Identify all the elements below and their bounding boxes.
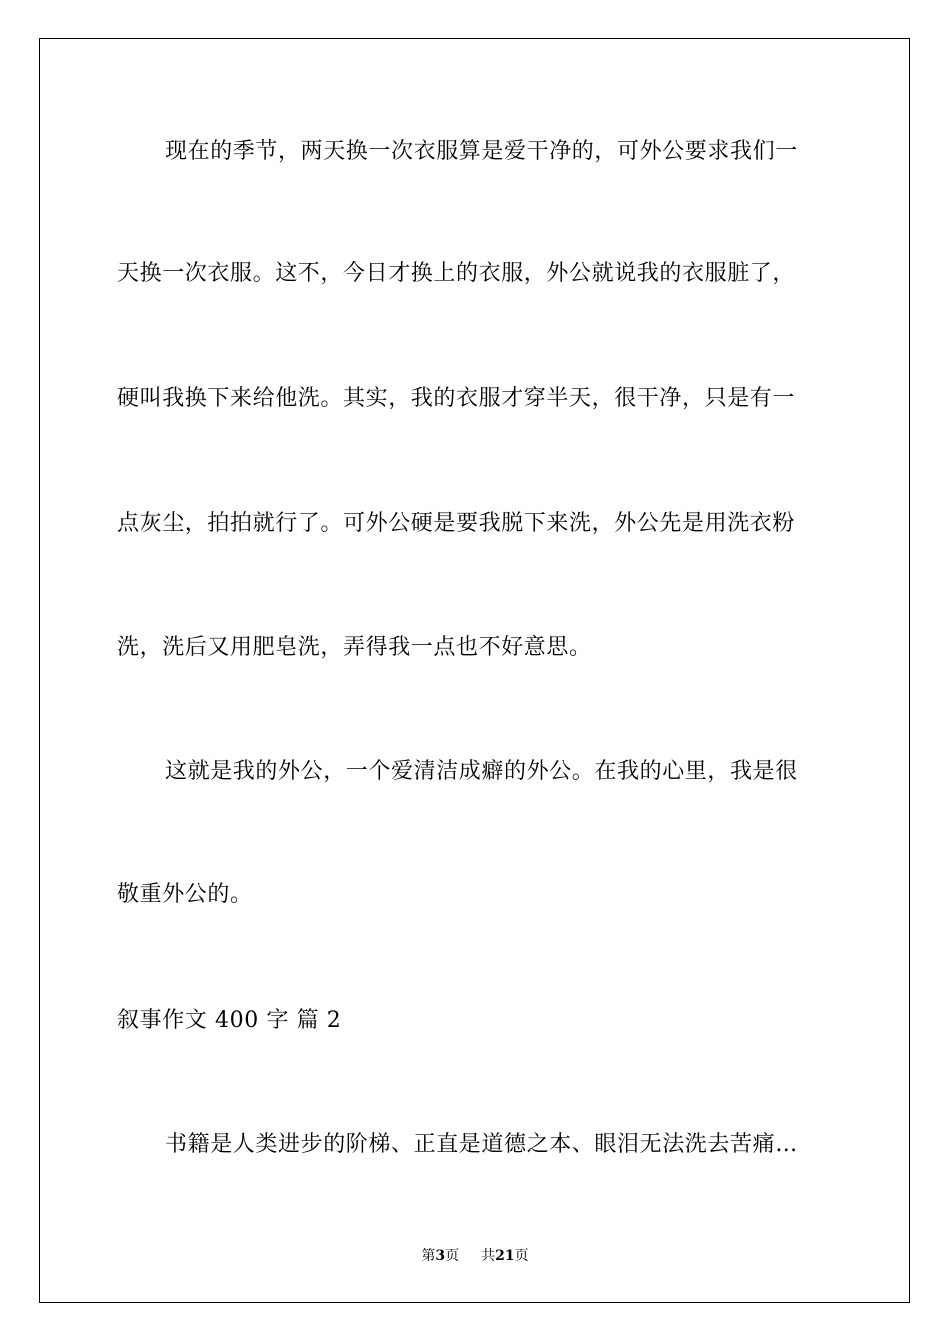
paragraph-line: 现在的季节，两天换一次衣服算是爱干净的，可外公要求我们一 [165, 139, 798, 164]
paragraph-line: 这就是我的外公，一个爱清洁成癖的外公。在我的心里，我是很 [165, 759, 798, 784]
page-prefix: 第 [421, 1248, 436, 1264]
total-suffix: 页 [514, 1248, 529, 1264]
paragraph-line: 敬重外公的。 [117, 882, 253, 907]
page-footer [0, 1246, 950, 1266]
paragraph-line: 点灰尘，拍拍就行了。可外公硬是要我脱下来洗，外公先是用洗衣粉 [117, 511, 796, 536]
section-heading: 叙事作文 400 字 篇 2 [117, 1008, 342, 1033]
page-suffix: 页 [445, 1248, 460, 1264]
paragraph-line: 洗，洗后又用肥皂洗，弄得我一点也不好意思。 [117, 635, 592, 660]
paragraph-line: 书籍是人类进步的阶梯、正直是道德之本、眼泪无法洗去苦痛… [165, 1132, 798, 1157]
paragraph-line: 天换一次衣服。这不，今日才换上的衣服，外公就说我的衣服脏了， [117, 261, 796, 286]
total-prefix: 共 [481, 1248, 496, 1264]
page-number: 3 [435, 1248, 446, 1264]
total-pages: 21 [495, 1248, 515, 1264]
page-border [39, 38, 910, 1303]
paragraph-line: 硬叫我换下来给他洗。其实，我的衣服才穿半天，很干净，只是有一 [117, 386, 796, 411]
